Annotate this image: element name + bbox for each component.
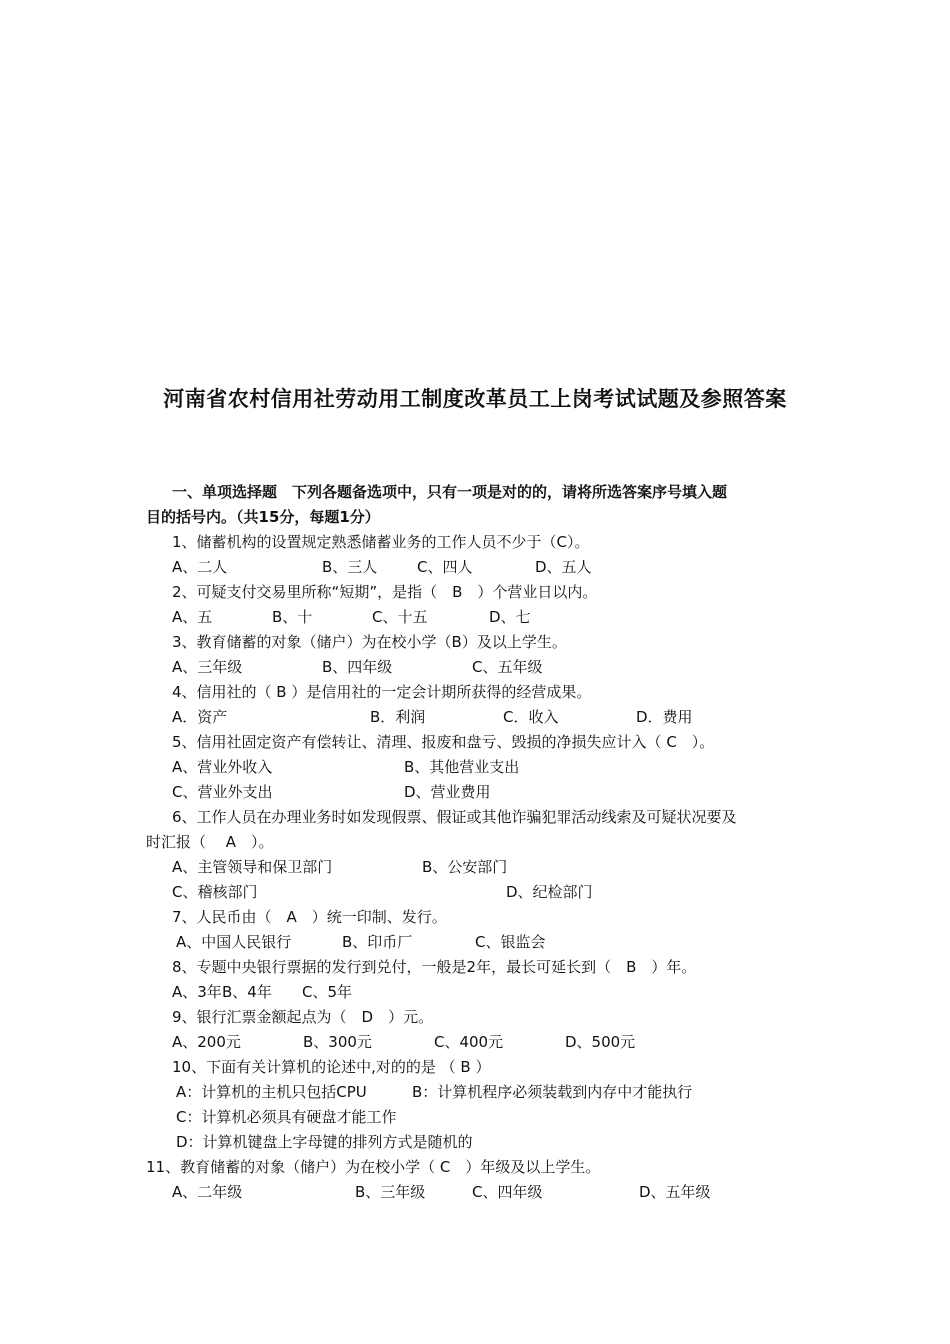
section-heading-line1: 一、单项选择题 下列各题备选项中，只有一项是对的的，请将所选答案序号填入题 [172, 483, 728, 501]
question-5: 5、信用社固定资产有偿转让、清理、报废和盘亏、毁损的净损失应计入（ C ）。 [172, 733, 715, 751]
option-d: D、纪检部门 [506, 883, 593, 901]
question-1: 1、储蓄机构的设置规定熟悉储蓄业务的工作人员不少于（C）。 [172, 533, 590, 551]
question-9-options [146, 1030, 806, 1055]
option-b: B、公安部门 [422, 858, 508, 876]
option-a: A、中国人民银行 [176, 933, 292, 951]
option-c: C、五年级 [472, 658, 543, 676]
option-a: A、五 [172, 608, 213, 626]
option-a: A、营业外收入 [172, 758, 273, 776]
option-a: A、二人 [172, 558, 228, 576]
option-a: A、主管领导和保卫部门 [172, 858, 333, 876]
option-d: D、营业费用 [404, 783, 491, 801]
question-6-continued: 时汇报（ A ）。 [146, 833, 274, 851]
question-2-options [146, 605, 806, 630]
option-b: B．利润 [370, 708, 426, 726]
option-b: B、其他营业支出 [404, 758, 520, 776]
option-c: C、四人 [417, 558, 473, 576]
option-c: C、四年级 [472, 1183, 543, 1201]
option-b: B、三年级 [355, 1183, 426, 1201]
question-1-options [146, 555, 806, 580]
question-3-options [146, 655, 806, 680]
option-c: C、营业外支出 [172, 783, 273, 801]
option-a: A、3年 [172, 983, 222, 1001]
question-6-options-1 [146, 855, 806, 880]
question-8-options [146, 980, 806, 1005]
option-c: C．收入 [503, 708, 559, 726]
option-d: D、七 [489, 608, 531, 626]
option-a: A、三年级 [172, 658, 243, 676]
question-10-options-1 [146, 1080, 806, 1105]
option-a: A、200元 [172, 1033, 241, 1051]
question-7: 7、人民币由（ A ）统一印制、发行。 [172, 908, 447, 926]
question-11-options [146, 1180, 806, 1205]
section-heading-line2: 目的括号内。（共15分，每题1分） [146, 508, 380, 526]
option-a: A：计算机的主机只包括CPU [176, 1083, 367, 1101]
question-4: 4、信用社的（ B ）是信用社的一定会计期所获得的经营成果。 [172, 683, 592, 701]
option-b: B、300元 [303, 1033, 372, 1051]
question-3: 3、教育储蓄的对象（储户）为在校小学（B）及以上学生。 [172, 633, 567, 651]
option-c: C、400元 [434, 1033, 504, 1051]
question-11: 11、教育储蓄的对象（储户）为在校小学（ C ）年级及以上学生。 [146, 1158, 601, 1176]
option-c: C、银监会 [475, 933, 546, 951]
option-d: D、500元 [565, 1033, 636, 1051]
option-a: A．资产 [172, 708, 228, 726]
question-10: 10、下面有关计算机的论述中,对的的是 （ B ） [172, 1058, 491, 1076]
option-b: B、4年 [222, 983, 272, 1001]
option-c: C、稽核部门 [172, 883, 258, 901]
question-6-options-2 [146, 880, 806, 905]
question-10-option-d: D：计算机键盘上字母键的排列方式是随机的 [176, 1133, 473, 1151]
option-b: B、十 [272, 608, 313, 626]
question-10-option-c: C：计算机必须具有硬盘才能工作 [176, 1108, 397, 1126]
question-2: 2、可疑支付交易里所称“短期”，是指（ B ）个营业日以内。 [172, 583, 598, 601]
option-b: B、印币厂 [342, 933, 413, 951]
question-9: 9、银行汇票金额起点为（ D ）元。 [172, 1008, 434, 1026]
option-b: B、四年级 [322, 658, 393, 676]
question-5-options-1 [146, 755, 806, 780]
option-d: D．费用 [636, 708, 693, 726]
option-d: D、五人 [535, 558, 592, 576]
option-b: B、三人 [322, 558, 378, 576]
option-c: C、十五 [372, 608, 428, 626]
document-title: 河南省农村信用社劳动用工制度改革员工上岗考试试题及参照答案 [163, 387, 787, 411]
question-8: 8、专题中央银行票据的发行到兑付，一般是2年，最长可延长到（ B ）年。 [172, 958, 697, 976]
question-5-options-2 [146, 780, 806, 805]
question-4-options [146, 705, 806, 730]
exam-body [146, 480, 806, 1205]
question-6: 6、工作人员在办理业务时如发现假票、假证或其他诈骗犯罪活动线索及可疑状况要及 [172, 808, 737, 826]
question-7-options [146, 930, 806, 955]
option-b: B：计算机程序必须装载到内存中才能执行 [412, 1083, 693, 1101]
option-a: A、二年级 [172, 1183, 243, 1201]
option-c: C、5年 [302, 983, 353, 1001]
option-d: D、五年级 [639, 1183, 711, 1201]
